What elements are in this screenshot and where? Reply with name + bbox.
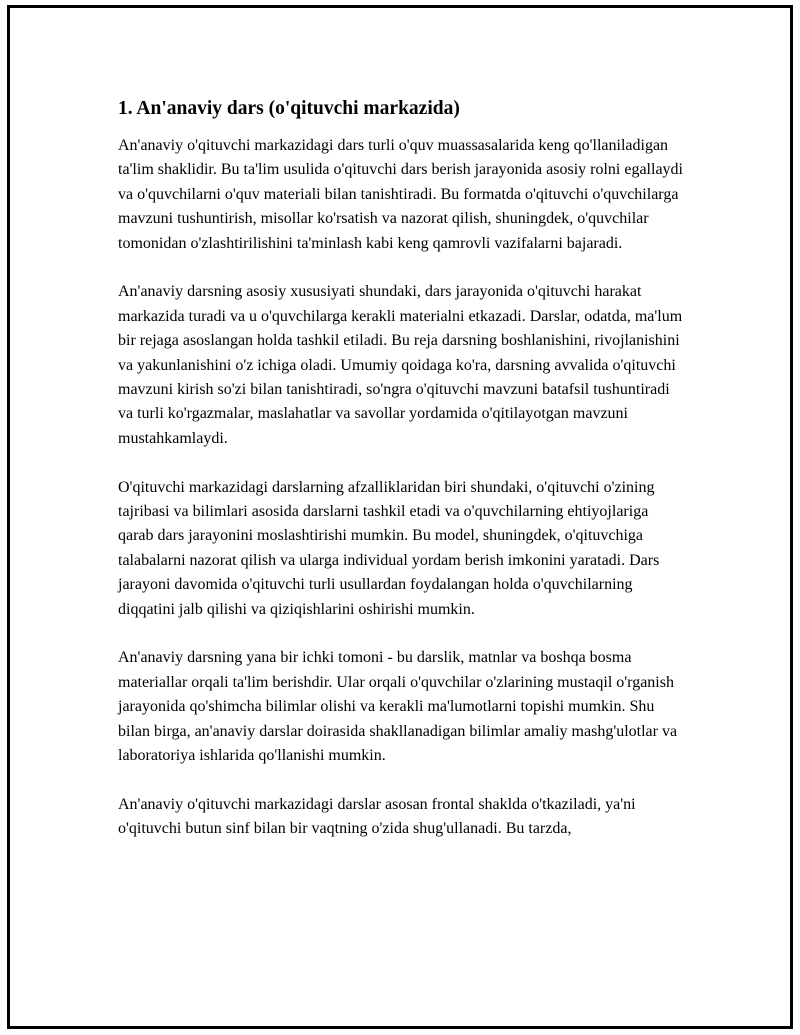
- document-body: [118, 96, 683, 866]
- section-heading: 1. An'anaviy dars (o'qituvchi markazida): [118, 98, 460, 119]
- page-frame: [7, 5, 793, 1029]
- paragraph-2: An'anaviy darsning asosiy xususiyati shundaki, dars jarayonida o'qituvchi harakat markazida turadi va u o'quvchilarga kerakli materialni etkazadi. Darslar, odatda, ma'lum bir rejaga asoslangan holda tashkil etiladi. Bu reja darsning boshlanishini, rivojlanishini va yakunlanishini o'z ichiga oladi. Umumiy qoidaga ko'ra, darsning avvalida o'qituvchi mavzuni kirish so'zi bilan tanishtiradi, so'ngra o'qituvchi mavzuni batafsil tushuntiradi va turli ko'rgazmalar, maslahatlar va savollar yordamida o'qitilayotgan mavzuni mustahkamlaydi.: [118, 283, 683, 447]
- paragraph-3: O'qituvchi markazidagi darslarning afzalliklaridan biri shundaki, o'qituvchi o'zining tajribasi va bilimlari asosida darslarni tashkil etadi va o'quvchilarning ehtiyojlariga qarab dars jarayonini moslashtirishi mumkin. Bu model, shuningdek, o'qituvchiga talabalarni nazorat qilish va ularga individual yordam berish imkonini yaratadi. Dars jarayoni davomida o'qituvchi turli usullardan foydalangan holda o'quvchilarning diqqatini jalb qilishi va qiziqishlarini oshirishi mumkin.: [118, 478, 660, 618]
- paragraph-5: An'anaviy o'qituvchi markazidagi darslar asosan frontal shaklda o'tkaziladi, ya'ni o'qituvchi butun sinf bilan bir vaqtning o'zida shug'ullanadi. Bu tarzda,: [118, 795, 636, 838]
- paragraph-4: An'anaviy darsning yana bir ichki tomoni - bu darslik, matnlar va boshqa bosma materiallar orqali ta'lim berishdir. Ular orqali o'quvchilar o'zlarining mustaqil o'rganish jarayonida qo'shimcha bilimlar olishi va kerakli ma'lumotlarni topishi mumkin. Shu bilan birga, an'anaviy darslar doirasida shakllanadigan bilimlar amaliy mashg'ulotlar va laboratoriya ishlarida qo'llanishi mumkin.: [118, 649, 678, 765]
- paragraph-1: An'anaviy o'qituvchi markazidagi dars turli o'quv muassasalarida keng qo'llaniladigan ta'lim shaklidir. Bu ta'lim usulida o'qituvchi dars berish jarayonida asosiy rolni egallaydi va o'quvchilarni o'quv materiali bilan tanishtiradi. Bu formatda o'qituvchi o'quvchilarga mavzuni tushuntirish, misollar ko'rsatish va nazorat qilish, shuningdek, o'quvchilar tomonidan o'zlashtirilishini ta'minlash kabi keng qamrovli vazifalarni bajaradi.: [118, 137, 683, 252]
